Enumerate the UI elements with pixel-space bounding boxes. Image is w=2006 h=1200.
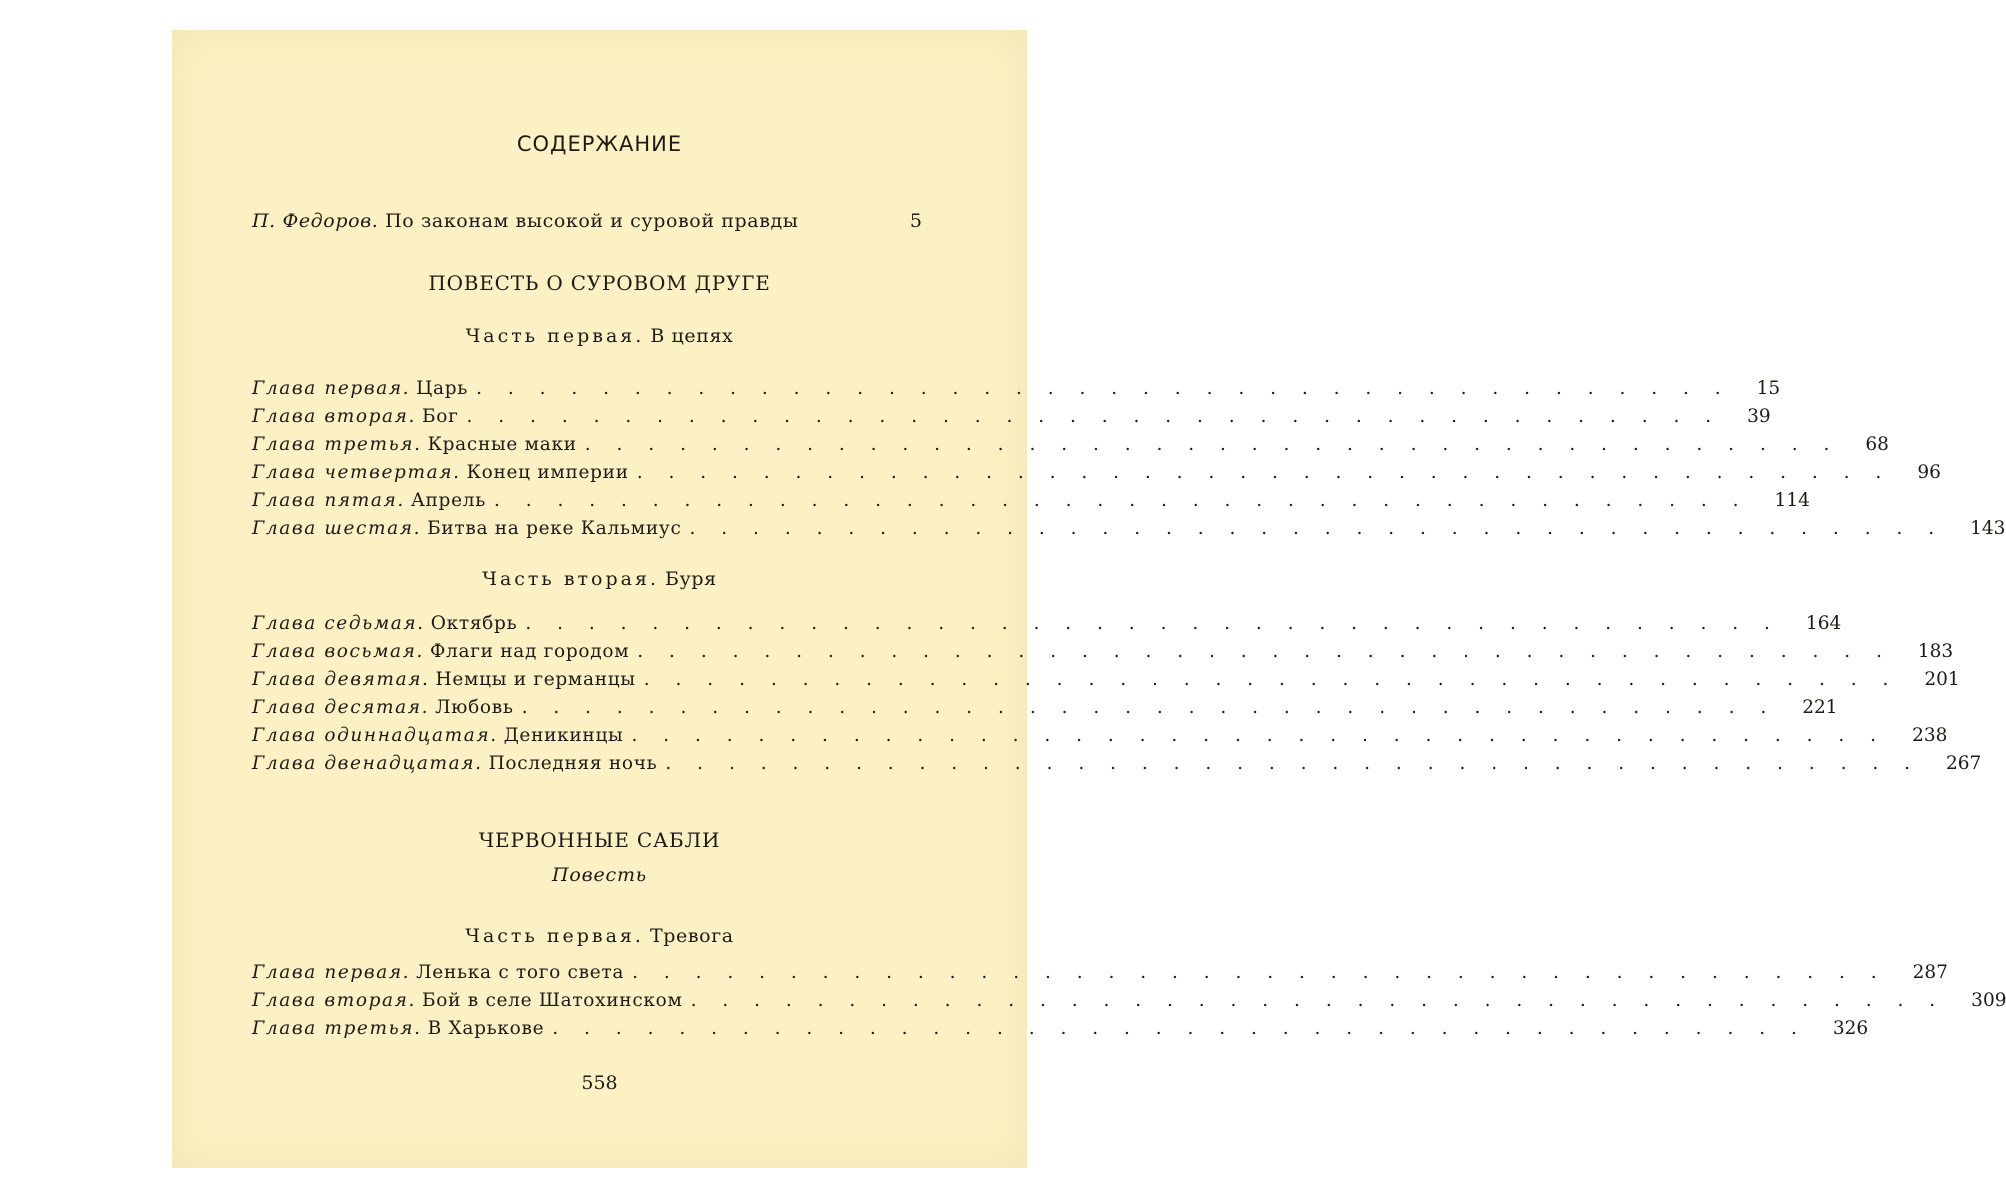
chapter-title: Любовь (435, 697, 514, 718)
chapter-label: Глава третья. (252, 434, 422, 455)
work-title: ЧЕРВОННЫЕ САБЛИ (478, 828, 721, 852)
chapter-page: 114 (1774, 490, 1810, 511)
dot-leader: . . . . . . . . . . . . . . . . . . . . . . . . . . . . . . . . . . . . . . . . (631, 725, 1887, 746)
chapter-label: Глава девятая. (252, 669, 430, 690)
chapter-page: 15 (1756, 378, 1781, 399)
chapter-label: Глава двенадцатая. (252, 753, 483, 774)
toc-row (252, 378, 1781, 406)
chapter-title: Немцы и германцы (435, 669, 636, 690)
toc-row (252, 697, 1838, 725)
dot-leader: . . . . . . . . . . . . . . . . . . . . . . . . . . . . . . . . . . . . . . . . (637, 641, 1892, 662)
chapter-title: Царь (416, 378, 469, 399)
chapter-title: Деникинцы (503, 725, 624, 746)
chapter-label: Глава седьмая. (252, 613, 425, 634)
dot-leader: . . . . . . . . . . . . . . . . . . . . . . . . . . . . . . . . . . . . . . . . (636, 462, 1892, 483)
toc-row (252, 753, 1982, 781)
chapter-label: Глава четвертая. (252, 462, 461, 483)
toc-row (252, 518, 2006, 546)
chapter-label: Глава третья. (252, 1018, 422, 1039)
dot-leader: . . . . . . . . . . . . . . . . . . . . . . . . . . . . . . . . . . . . . . . . (584, 434, 1840, 455)
part-name: Тревога (650, 925, 734, 947)
toc-row (252, 1018, 1869, 1046)
dot-leader: . . . . . . . . . . . . . . . . . . . . . . . . . . . . . . . . . . . . . . . . (690, 990, 1946, 1011)
work-subtitle: Повесть (552, 864, 647, 886)
work-title: ПОВЕСТЬ О СУРОВОМ ДРУГЕ (428, 271, 771, 295)
chapter-label: Глава вторая. (252, 990, 416, 1011)
toc-row (252, 613, 1842, 641)
toc-row (252, 434, 1889, 462)
chapter-label: Глава пятая. (252, 490, 405, 511)
chapter-page: 39 (1747, 406, 1771, 427)
toc-row (252, 490, 1810, 518)
toc-row (252, 725, 1948, 753)
chapter-title: Битва на реке Кальмиус (427, 518, 682, 539)
chapter-title: Флаги над городом (429, 641, 630, 662)
chapter-label: Глава восьмая. (252, 641, 424, 662)
chapter-title: Апрель (410, 490, 486, 511)
chapter-page: 68 (1865, 434, 1889, 455)
dot-leader: . . . . . . . . . . . . . . . . . . . . . . . . . . . . . . . . . . . . . . . . (466, 406, 1722, 427)
dot-leader: . . . . . . . . . . . . . . . . . . . . . . . . . . . . . . . . . . . . . . . . (632, 962, 1887, 983)
chapter-page: 309 (1971, 990, 2006, 1011)
chapter-page: 267 (1946, 753, 1982, 774)
dot-leader: . . . . . . . . . . . . . . . . . . . . . . . . . . . . . . . . . . . . . . . . (493, 490, 1749, 511)
contents-heading: СОДЕРЖАНИЕ (516, 132, 683, 156)
dot-leader: . . . . . . . . . . . . . . . . . . . . . . . . . . . . . . . . . . . . . . . . (521, 697, 1777, 718)
chapter-title: Последняя ночь (488, 753, 658, 774)
part-label: Часть первая. (465, 325, 645, 347)
book-page (172, 30, 2006, 1168)
dot-leader: . . . . . . . . . . . . . . . . . . . . . . . . . . . . . . . . . . . . . . . . (643, 669, 1899, 690)
dot-leader: . . . . . . . . . . . . . . . . . . . . . . . . . . . . . . . . . . . . . . . . (689, 518, 1945, 539)
chapter-label: Глава одиннадцатая. (252, 725, 498, 746)
part-name: Буря (665, 568, 717, 590)
chapter-label: Глава десятая. (252, 697, 430, 718)
chapter-title: В Харькове (427, 1018, 545, 1039)
dot-leader: . . . . . . . . . . . . . . . . . . . . . . . . . . . . . . . . . . . . . . . . (525, 613, 1780, 634)
chapter-title: Октябрь (430, 613, 518, 634)
preface-entry (252, 210, 922, 232)
chapter-page: 164 (1805, 613, 1842, 634)
part-heading (172, 925, 1027, 947)
dot-leader: . . . . . . . . . . . . . . . . . . . . . . . . . . . . . . . . . . . . . . . . (476, 378, 1731, 399)
chapter-page: 326 (1832, 1018, 1869, 1039)
toc-row (252, 669, 1960, 697)
preface-page-number: 5 (909, 210, 922, 232)
dot-leader: . . . . . . . . . . . . . . . . . . . . . . . . . . . . . . . . . . . . . . . . (665, 753, 1920, 774)
toc-row (252, 406, 1771, 434)
chapter-page: 287 (1912, 962, 1948, 983)
chapter-title: Бог (422, 406, 459, 427)
chapter-label: Глава шестая. (252, 518, 422, 539)
chapter-title: Ленька с того света (416, 962, 625, 983)
part-heading (172, 568, 1027, 590)
chapter-page: 183 (1917, 641, 1954, 662)
chapter-page: 96 (1917, 462, 1941, 483)
chapter-title: Бой в селе Шатохинском (422, 990, 683, 1011)
toc-row (252, 641, 1954, 669)
preface-title: По законам высокой и суровой правды (385, 210, 799, 232)
part-heading (172, 325, 1027, 347)
chapter-page: 143 (1970, 518, 2006, 539)
part-label: Часть вторая. (482, 568, 659, 590)
chapter-label: Глава вторая. (252, 406, 416, 427)
part-name: В цепях (650, 325, 734, 347)
chapter-page: 238 (1912, 725, 1948, 746)
chapter-page: 221 (1802, 697, 1838, 718)
chapter-page: 201 (1924, 669, 1960, 690)
page-number: 558 (581, 1072, 618, 1094)
toc-row (252, 990, 2006, 1018)
chapter-label: Глава первая. (252, 962, 411, 983)
chapter-label: Глава первая. (252, 378, 411, 399)
dot-leader: . . . . . . . . . . . . . . . . . . . . . . . . . . . . . . . . . . . . . . . . (552, 1018, 1807, 1039)
chapter-title: Красные маки (427, 434, 577, 455)
part-label: Часть первая. (465, 925, 644, 947)
toc-row (252, 462, 1941, 490)
toc-row (252, 962, 1948, 990)
preface-author: П. Федоров. (252, 210, 379, 232)
chapter-title: Конец империи (466, 462, 629, 483)
